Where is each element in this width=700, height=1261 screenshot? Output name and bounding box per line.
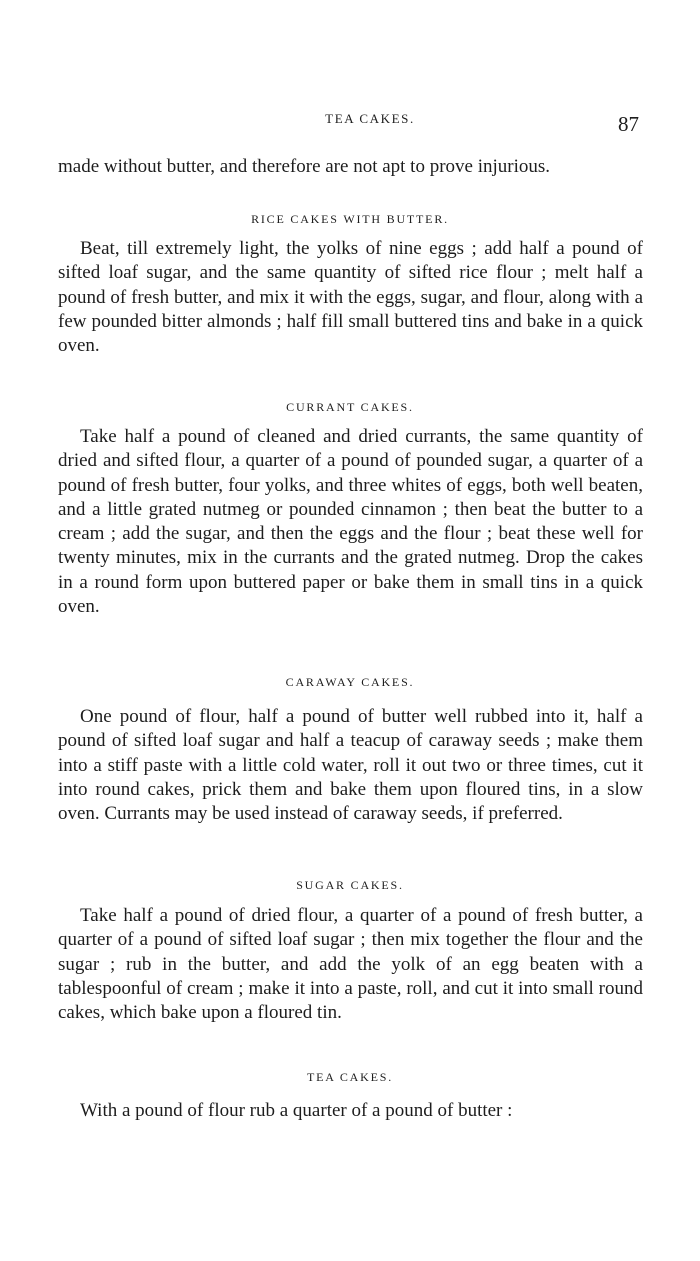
recipe-currant-cakes: [58, 425, 643, 619]
recipe-tea-cakes: [58, 1099, 643, 1123]
recipe-body: Take half a pound of cleaned and dried currants, the same quantity of dried and sifted flour, a quarter of a pound of pounded sugar, a quarter of a pound of fresh butter, four yolks, and three whites of eggs, both well beaten, and a little grated nutmeg or pounded cinnamon ; then beat the butter to a cream ; add the sugar, and then the eggs and the flour ; beat these well for twenty minutes, mix in the currants and the grated nutmeg. Drop the cakes in a round form upon buttered paper or bake them in small tins in a quick oven.: [58, 426, 643, 618]
recipe-body: One pound of flour, half a pound of butter well rubbed into it, half a pound of sifted loaf sugar and half a teacup of caraway seeds ; make them into a stiff paste with a little cold water, roll it out two or three times, cut it into round cakes, prick them and bake them upon floured tins, in a slow oven. Currants may be used instead of caraway seeds, if preferred.: [58, 706, 643, 825]
recipe-body: Take half a pound of dried flour, a quarter of a pound of fresh butter, a quarter of a pound of sifted loaf sugar ; then mix together the flour and the sugar ; rub in the butter, and add the yolk of an egg beaten with a tablespoonful of cream ; make it into a paste, roll, and cut it into small round cakes, which bake upon a floured tin.: [58, 905, 643, 1024]
page-number: 87: [618, 112, 639, 136]
recipe-heading-currant-cakes: CURRANT CAKES.: [286, 400, 414, 414]
recipe-rice-cakes: [58, 237, 643, 358]
recipe-body: Beat, till extremely light, the yolks of nine eggs ; add half a pound of sifted loaf sugar, and the same quantity of sifted rice flour ; melt half a pound of fresh butter, and mix it with the eggs, sugar, and flour, along with a few pounded bitter almonds ; half fill small buttered tins and bake in a quick oven.: [58, 238, 643, 357]
continuation-text: made without butter, and therefore are not apt to prove injurious.: [58, 156, 551, 177]
recipe-heading-sugar-cakes: SUGAR CAKES.: [296, 878, 404, 892]
recipe-body: With a pound of flour rub a quarter of a pound of butter :: [80, 1100, 513, 1121]
recipe-sugar-cakes: [58, 904, 643, 1025]
running-head: TEA CAKES.: [325, 111, 415, 126]
recipe-caraway-cakes: [58, 705, 643, 826]
recipe-heading-rice-cakes: RICE CAKES WITH BUTTER.: [251, 212, 449, 226]
recipe-heading-caraway-cakes: CARAWAY CAKES.: [285, 675, 415, 689]
recipe-heading-tea-cakes: TEA CAKES.: [306, 1070, 393, 1084]
